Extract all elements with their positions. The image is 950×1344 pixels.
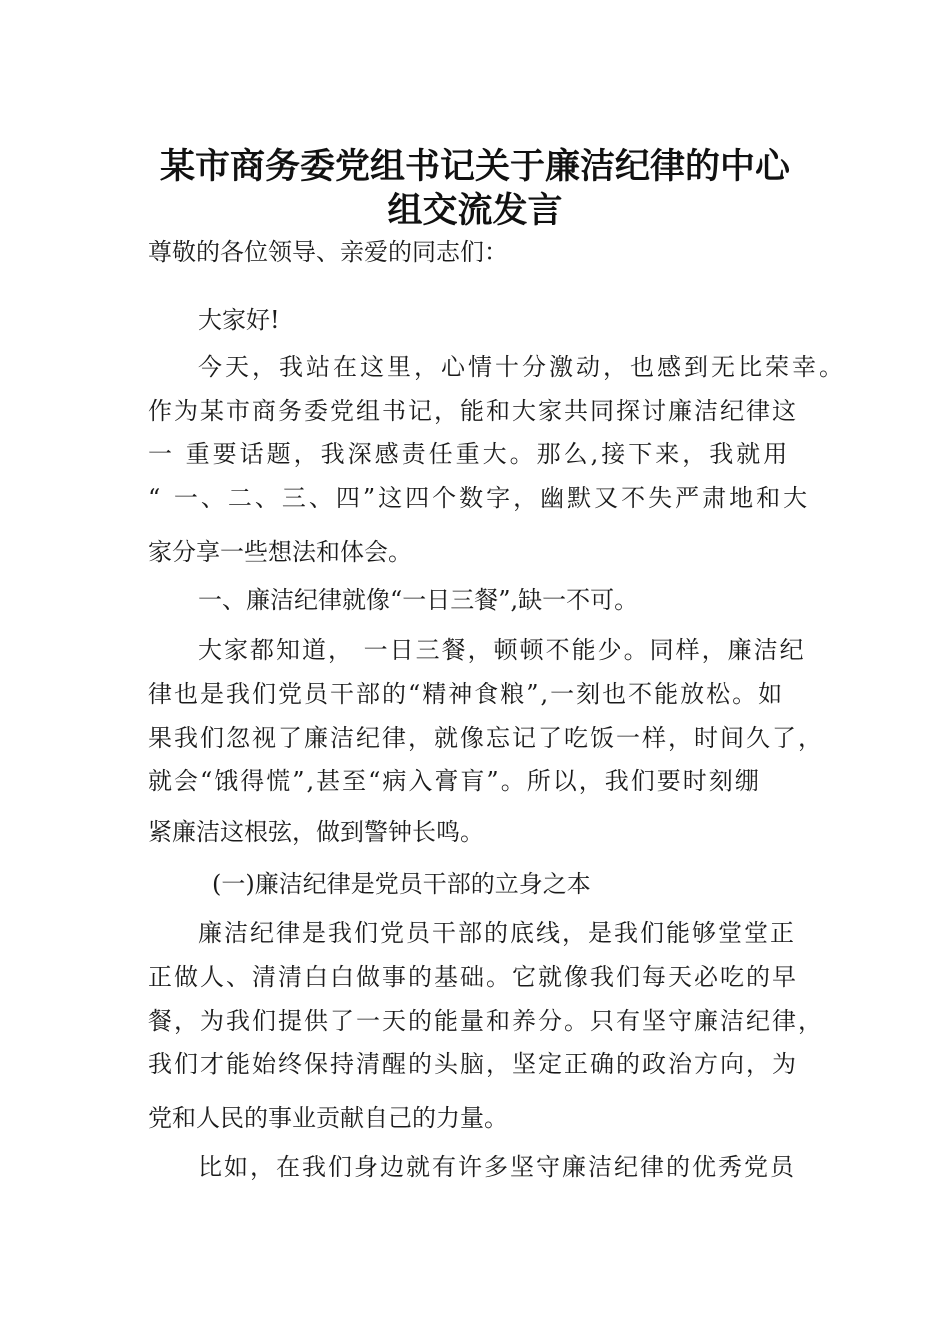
paragraph-line: 紧廉洁这根弦，做到警钟长鸣。 [148, 818, 484, 846]
document-title-line-2: 组交流发言 [387, 191, 563, 231]
paragraph-line: 党和人民的事业贡献自己的力量。 [148, 1104, 508, 1132]
paragraph-line: 餐，为我们提供了一天的能量和养分。只有坚守廉洁纪律， [148, 1007, 824, 1035]
paragraph-line: 我们才能始终保持清醒的头脑，坚定正确的政治方向，为 [148, 1050, 798, 1078]
paragraph-line: 今天，我站在这里，心情十分激动，也感到无比荣幸。 [198, 353, 846, 381]
paragraph-line: 家分享一些想法和体会。 [148, 538, 412, 566]
paragraph-line: 廉洁纪律是我们党员干部的底线，是我们能够堂堂正 [198, 919, 796, 947]
subsection-heading: (一)廉洁纪律是党员干部的立身之本 [212, 870, 591, 898]
paragraph-line: 大家都知道， 一日三餐，顿顿不能少。同样，廉洁纪 [198, 636, 806, 664]
paragraph-line: 就会“饿得慌”,甚至“病入膏肓”。所以，我们要时刻绷 [148, 767, 761, 795]
paragraph-line: 正做人、清清白白做事的基础。它就像我们每天必吃的早 [148, 963, 798, 991]
paragraph-line: 作为某市商务委党组书记，能和大家共同探讨廉洁纪律这 [148, 397, 798, 425]
paragraph-line: 果我们忽视了廉洁纪律，就像忘记了吃饭一样，时间久了， [148, 724, 824, 752]
document-title-line-1: 某市商务委党组书记关于廉洁纪律的中心 [159, 147, 790, 187]
section-heading: 一、廉洁纪律就像“一日三餐”,缺一不可。 [198, 586, 639, 614]
greeting: 大家好! [198, 306, 280, 334]
paragraph-line: “ 一、二、三、四”这四个数字，幽默又不失严肃地和大 [148, 484, 811, 512]
paragraph-line: 律也是我们党员干部的“精神食粮”,一刻也不能放松。如 [148, 680, 785, 708]
paragraph-line: 比如，在我们身边就有许多坚守廉洁纪律的优秀党员 [198, 1153, 796, 1181]
salutation: 尊敬的各位领导、亲爱的同志们： [148, 238, 508, 266]
paragraph-line: 一 重要话题，我深感责任重大。那么,接下来，我就用 [148, 440, 791, 468]
